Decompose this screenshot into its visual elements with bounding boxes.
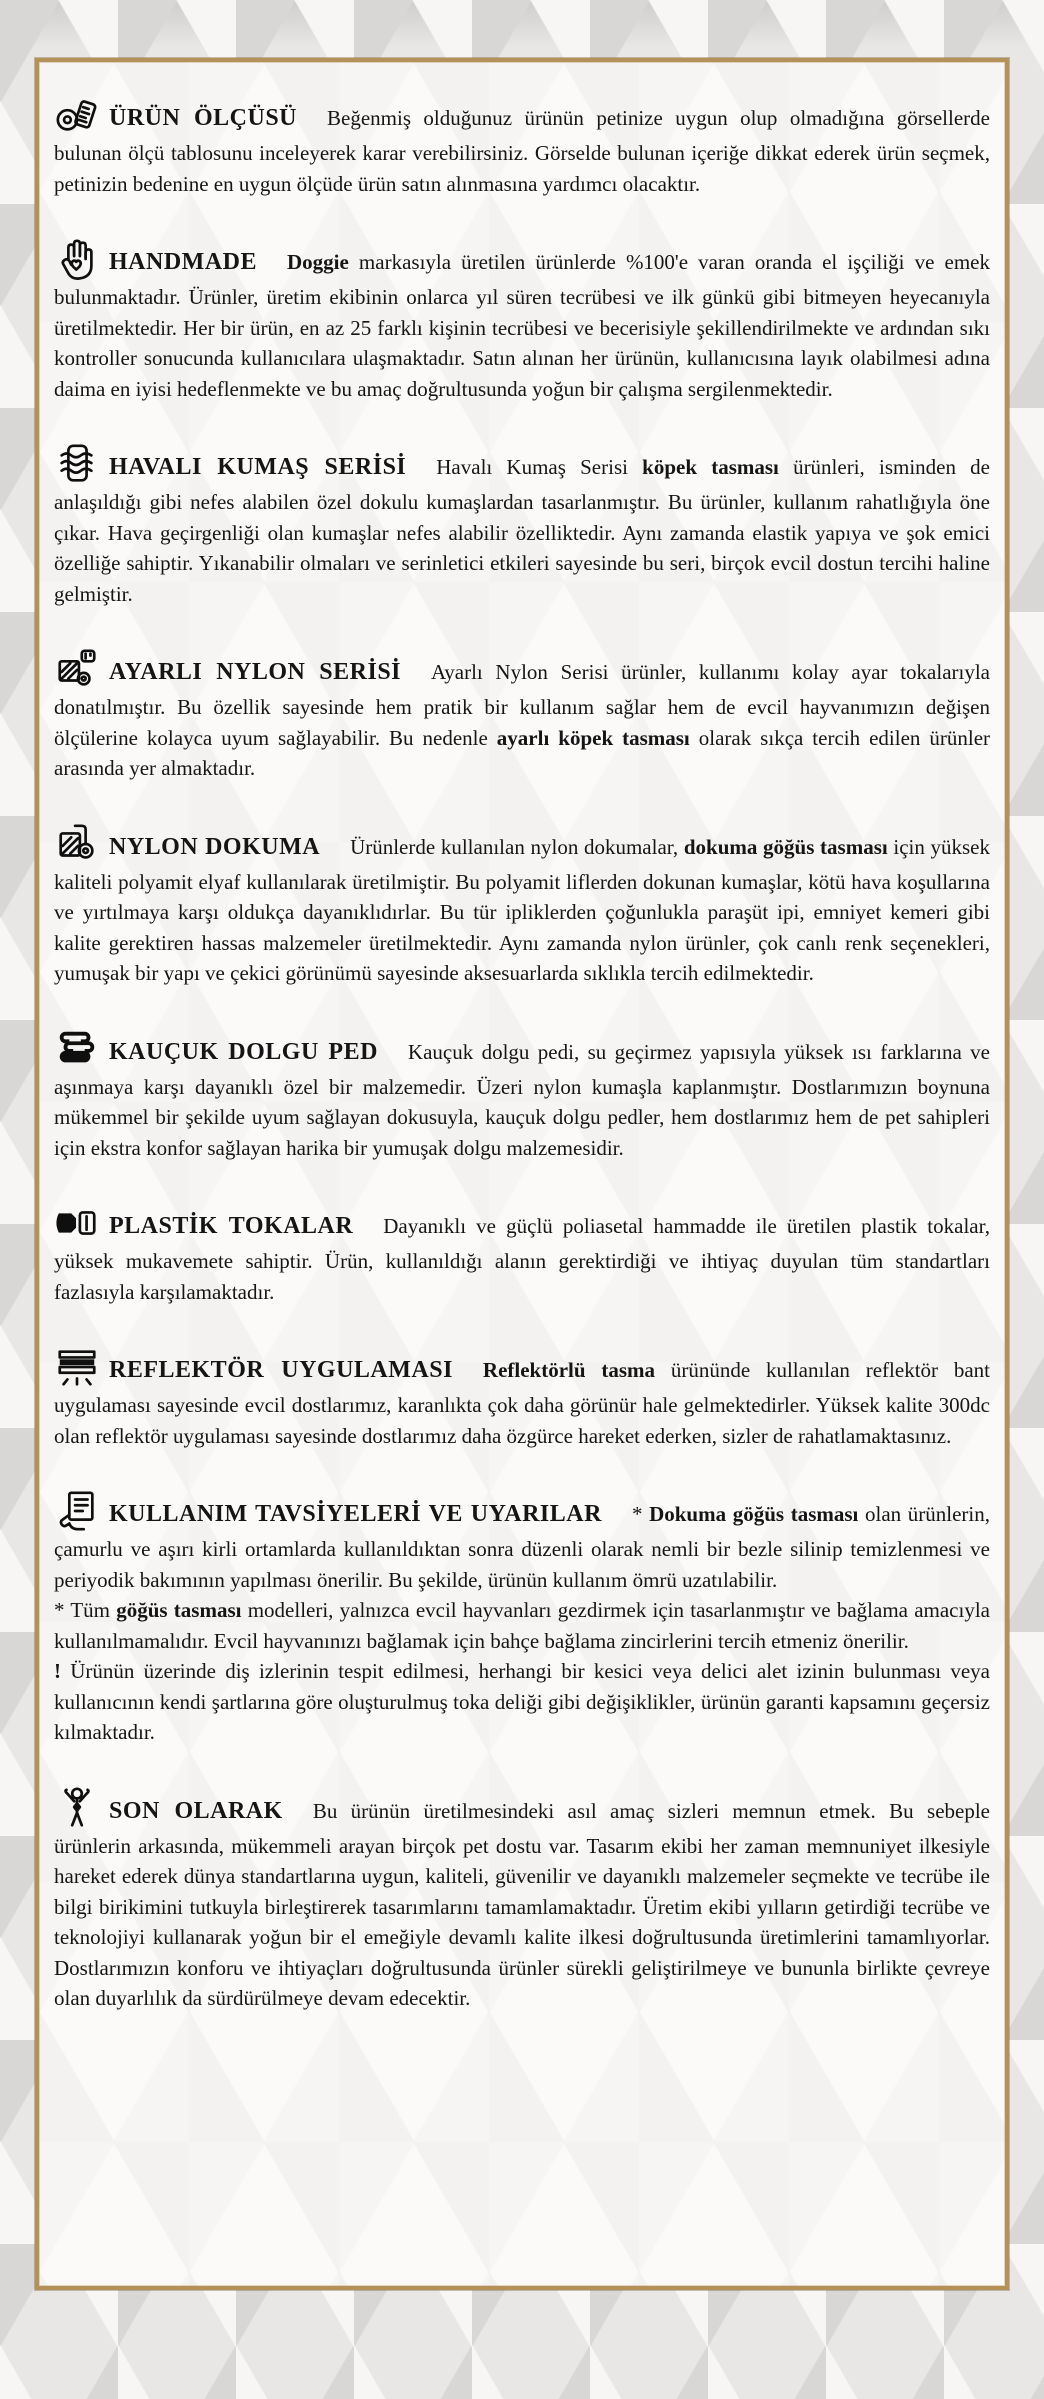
section-kaucuk-dolgu-ped (54, 1026, 990, 1164)
section-title: HAVALI KUMAŞ SERİSİ (109, 454, 407, 480)
section-paragraph (54, 441, 990, 609)
section-paragraph (54, 92, 990, 199)
rubber-pad-layers-icon (54, 1026, 100, 1072)
product-description-page (0, 58, 1044, 2399)
section-paragraph (54, 1595, 990, 1656)
section-title: HANDMADE (109, 249, 257, 275)
section-title: REFLEKTÖR UYGULAMASI (109, 1357, 453, 1383)
section-title: ÜRÜN ÖLÇÜSÜ (109, 105, 297, 131)
section-paragraph (54, 1656, 990, 1748)
section-paragraph (54, 1200, 990, 1307)
section-paragraph (54, 821, 990, 989)
section-text: Havalı Kumaş Serisi köpek tasması ürünleri, isminden de anlaşıldığı gibi nefes alabilen özel dokulu kumaşlardan tasarlanmıştır. Bu ürünler, kullanım rahatlığıyla öne çıkar. Hava geçirgenliği olan kumaşlar nefes alabilir özelliktedir. Aynı zamanda elastik yapıya ve şok emici özelliğe sahiptir. Yıkanabilir olmaları ve serinletici etkileri sayesinde bu seri, birçok evcil dostun tercihi haline gelmiştir. (54, 455, 990, 606)
section-ayarli-nylon (54, 646, 990, 784)
section-paragraph (54, 1488, 990, 1595)
person-arms-up-icon (54, 1785, 100, 1831)
breathable-fabric-icon (54, 441, 100, 487)
section-plastik-tokalar (54, 1200, 990, 1307)
section-reflektor (54, 1344, 990, 1451)
usage-advice-document-icon (54, 1488, 100, 1534)
section-text: Doggie markasıyla üretilen ürünlerde %100'e varan oranda el işçiliği ve emek bulunmaktadır. Ürünler, üretim ekibinin onlarca yıl süren tecrübesi ve ilk günkü gibi bitmeyen heyecanıyla üretilmektedir. Her bir ürün, en az 25 farklı kişinin tecrübesi ve becerisiyle şekillendirilmekte ve ardından sıkı kontroller sonucunda kullanıcılara ulaşmaktadır. Satın alınan her ürünün, kullanıcısına layık olabilmesi adına daima en iyisi hedeflenmekte ve bu amaç doğrultusunda yoğun bir çalışma sergilenmektedir. (54, 250, 990, 401)
section-paragraph (54, 1026, 990, 1164)
section-text: * Tüm göğüs tasması modelleri, yalnızca evcil hayvanları gezdirmek için tasarlanmıştır ve bağlama amacıyla kullanılmamalıdır. Evcil hayvanınızı bağlamak için bahçe bağlama zincirlerini tercih etmeniz önerilir. (54, 1598, 990, 1653)
section-son-olarak (54, 1785, 990, 2014)
section-text: Kauçuk dolgu pedi, su geçirmez yapısıyla yüksek ısı farklarına ve aşınmaya karşı dayanıklı özel bir malzemedir. Üzeri nylon kumaşla kaplanmıştır. Dostlarımızın boynuna mükemmel bir şekilde uyum sağlayan dokusuyla, kauçuk dolgu pedler, hem dostlarımız hem de pet sahipleri için ekstra konfor sağlayan harika bir yumuşak dolgu malzemesidir. (54, 1039, 991, 1160)
section-title: KULLANIM TAVSİYELERİ VE UYARILAR (109, 1501, 602, 1527)
section-text: Beğenmiş olduğunuz ürünün petinize uygun olup olmadığına görsellerde bulunan ölçü tablosunu inceleyerek karar verebilirsiniz. Görselde bulunan içeriğe dikkat ederek ürün seçmek, petinizin bedenine en uygun ölçüde ürün satın alınmasına yardımcı olacaktır. (54, 106, 990, 196)
section-text: ! Ürünün üzerinde diş izlerinin tespit edilmesi, herhangi bir kesici veya delici alet izinin bulunması veya kullanıcının kendi şartlarına göre oluşturulmuş toka deliği gibi değişiklikler, ürünün garanti kapsamını geçersiz kılmaktadır. (54, 1659, 990, 1744)
handmade-hand-icon (54, 236, 100, 282)
section-urun-olcusu (54, 92, 990, 199)
fabric-roll-icon (54, 821, 100, 867)
reflector-band-icon (54, 1344, 100, 1390)
measuring-tape-icon (54, 92, 100, 138)
section-nylon-dokuma (54, 821, 990, 989)
section-text: Ürünlerde kullanılan nylon dokumalar, dokuma göğüs tasması için yüksek kaliteli polyamit elyaf kullanılarak üretilmiştir. Bu polyamit liflerden dokunan kumaşlar, kötü hava koşullarına ve yırtılmaya karşı oldukça dayanıklıdırlar. Bu tür ipliklerden çoğunlukla paraşüt ipi, emniyet kemeri gibi kalite gerektiren hassas malzemeler üretilmektedir. Aynı zamanda nylon ürünler, çok canlı renk seçenekleri, yumuşak bir yapı ve çekici görünümü sayesinde aksesuarlarda sıklıkla tercih edilmektedir. (54, 834, 990, 985)
section-paragraph (54, 646, 990, 784)
section-handmade (54, 236, 990, 404)
section-paragraph (54, 1344, 990, 1451)
gold-bordered-content-panel (35, 58, 1009, 2290)
section-text: Ayarlı Nylon Serisi ürünler, kullanımı kolay ayar tokalarıyla donatılmıştır. Bu özellik sayesinde hem pratik bir kullanım sağlar hem de evcil hayvanımızın değişen ölçülerine kolayca uyum sağlayabilir. Bu nedenle ayarlı köpek tasması olarak sıkça tercih edilen ürünler arasında yer almaktadır. (54, 660, 991, 780)
section-text: * Dokuma göğüs tasması olan ürünlerin, çamurlu ve aşırı kirli ortamlarda kullanıldıktan sonra düzenli olarak nemli bir bezle silinip temizlenmesi ve periyodik bakımının yapılması önerilir. Bu şekilde, ürünün kullanım ömrü uzatılabilir. (54, 1502, 991, 1592)
adjustable-buckle-fabric-icon (54, 646, 100, 692)
section-title: SON OLARAK (109, 1797, 283, 1824)
section-text: Dayanıklı ve güçlü poliasetal hammadde ile üretilen plastik tokalar, yüksek mukavemete sahiptir. Ürün, kullanıldığı alanın gerektirdiği ve ihtiyaç duyulan tüm standartları fazlasıyla karşılamaktadır. (54, 1214, 991, 1304)
plastic-buckle-icon (54, 1200, 100, 1246)
section-title: KAUÇUK DOLGU PED (109, 1038, 378, 1065)
section-paragraph (54, 236, 990, 404)
section-title: NYLON DOKUMA (109, 833, 321, 860)
section-paragraph (54, 1785, 990, 2014)
section-kullanim-tavsiyeleri (54, 1488, 990, 1748)
section-title: PLASTİK TOKALAR (109, 1213, 354, 1239)
section-text: Reflektörlü tasma ürününde kullanılan reflektör bant uygulaması sayesinde evcil dostlarımız, karanlıkta çok daha görünür hale gelmektedirler. Yüksek kalite 300dc olan reflektör uygulaması sayesinde dostlarımız daha özgürce hareket ederken, sizler de rahatlamaktasınız. (54, 1358, 990, 1448)
section-havali-kumas (54, 441, 990, 609)
section-text: Bu ürünün üretilmesindeki asıl amaç sizleri memnun etmek. Bu sebeple ürünlerin arkasında, mükemmeli arayan birçok pet dostu var. Tasarım ekibi her zaman memnuniyet ilkesiyle hareket ederek dünya standartlarına uygun, kaliteli, güvenilir ve dayanıklı malzemeler seçmekte ve tecrübe ile bilgi birikimini tutkuyla birleştirerek tasarımlarını tamamlamaktadır. Üretim ekibi yılların getirdiği tecrübe ve teknolojiyi kullanarak yoğun bir el emeğiyle devamlı kalite ilkesi doğrultusunda üretimlerini tamamlıyorlar. Dostlarımızın konforu ve ihtiyaçları doğrultusunda ürünler sürekli geliştirilmeye ve bununla birlikte çevreye olan duyarlılık da sürdürülmeye devam edecektir. (54, 1798, 991, 2010)
section-title: AYARLI NYLON SERİSİ (109, 659, 402, 685)
